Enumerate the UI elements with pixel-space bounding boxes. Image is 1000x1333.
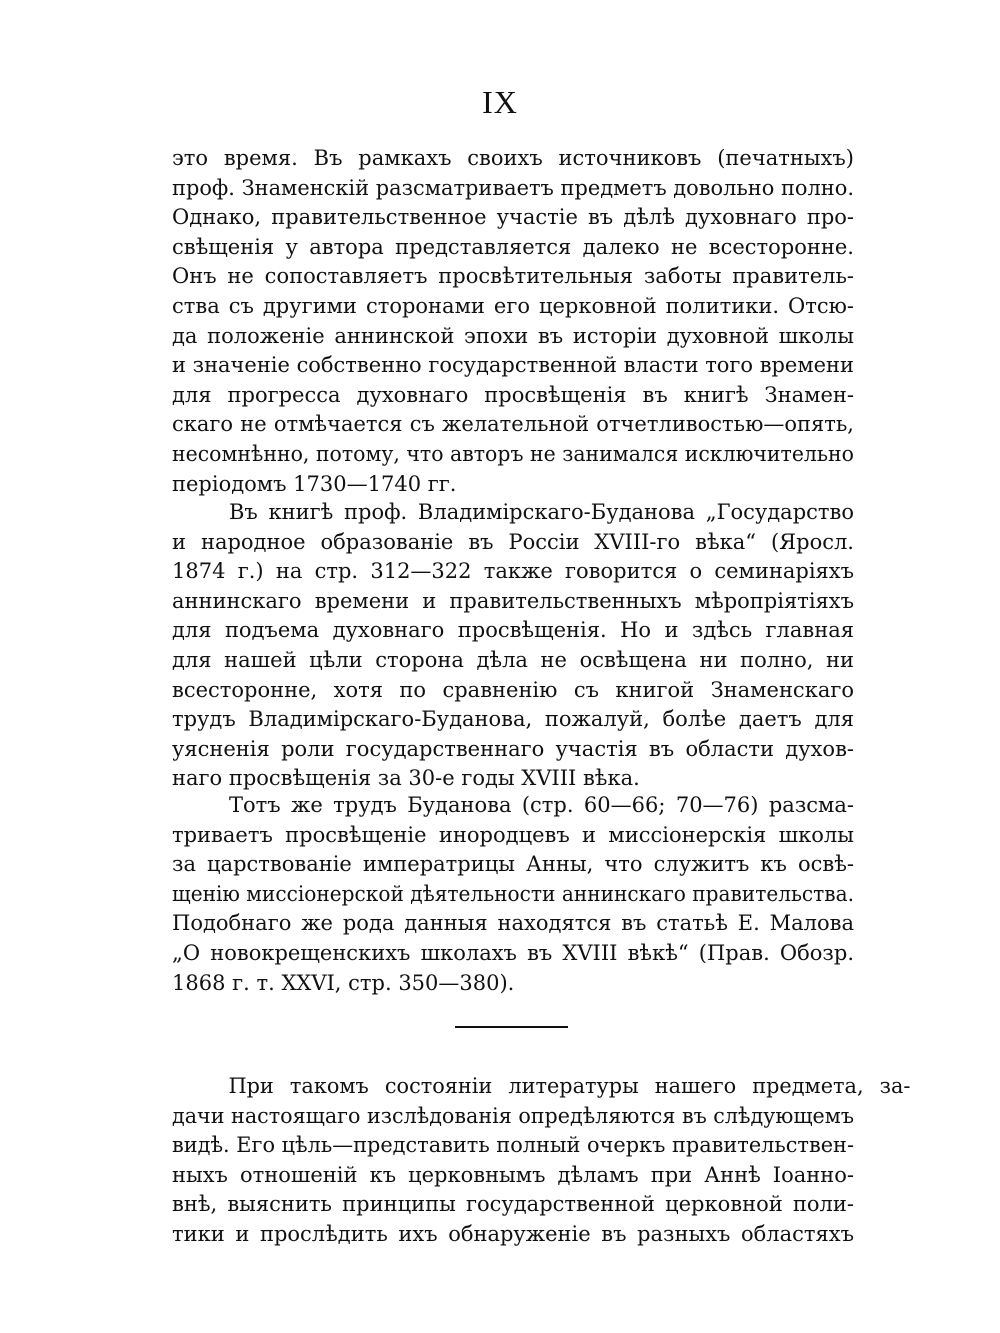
text-line: При такомъ состояніи литературы нашего предмета, за-	[228, 1074, 911, 1098]
text-line: и народное образованіе въ Россіи XVIII-го вѣка“ (Яросл.	[172, 529, 854, 554]
text-line: и значеніе собственно государственной власти того времени	[172, 353, 854, 378]
text-line: 1868 г. т. XXVI, стр. 350—380).	[172, 970, 515, 995]
text-line: проф. Знаменскій разсматриваетъ предметъ довольно полно.	[172, 175, 854, 200]
text-line: несомнѣнно, потому, что авторъ не занимался исключительно	[172, 441, 854, 466]
text-line: для нашей цѣли сторона дѣла не освѣщена ни полно, ни	[172, 647, 854, 672]
section-divider	[455, 1026, 568, 1028]
text-line: періодомъ 1730—1740 гг.	[172, 471, 457, 496]
text-line: наго просвѣщенія за 30-е годы XVIII вѣка.	[172, 766, 640, 791]
text-line: дачи настоящаго изслѣдованія опредѣляются въ слѣдующемъ	[172, 1103, 854, 1128]
paragraph-4	[172, 1072, 911, 1250]
text-line: за царствованіе императрицы Анны, что служитъ къ освѣ-	[172, 852, 854, 877]
text-line: тики и прослѣдить ихъ обнаруженіе въ разныхъ областяхъ	[172, 1221, 854, 1246]
text-line: щенію миссіонерской дѣятельности аннинскаго правительства.	[172, 881, 854, 906]
text-line: для подъема духовнаго просвѣщенія. Но и здѣсь главная	[172, 618, 854, 643]
paragraph-2	[172, 498, 854, 794]
text-line: Однако, правительственное участіе въ дѣлѣ духовнаго про-	[172, 205, 854, 230]
text-line: триваетъ просвѣщеніе инородцевъ и миссіонерскія школы	[172, 822, 854, 847]
text-line: ныхъ отношеній къ церковнымъ дѣламъ при Аннѣ Іоанно-	[172, 1162, 854, 1187]
text-line: всесторонне, хотя по сравненію съ книгой Знаменскаго	[172, 677, 854, 702]
text-line: для прогресса духовнаго просвѣщенія въ книгѣ Знамен-	[172, 382, 854, 407]
paragraph-1	[172, 144, 854, 499]
text-line: внѣ, выяснить принципы государственной церковной поли-	[172, 1192, 854, 1217]
text-line: ства съ другими сторонами его церковной политики. Отсю-	[172, 293, 854, 318]
text-line: „О новокрещенскихъ школахъ въ XVIII вѣкѣ“ (Прав. Обозр.	[172, 940, 854, 965]
text-line: Въ книгѣ проф. Владимірскаго-Буданова „Государство	[229, 500, 854, 524]
text-line: видѣ. Его цѣль—представить полный очеркъ правительствен-	[172, 1133, 854, 1158]
page-number: IX	[482, 84, 518, 120]
text-line: Подобнаго же рода данныя находятся въ статьѣ Е. Малова	[172, 911, 854, 936]
text-line: это время. Въ рамкахъ своихъ источниковъ (печатныхъ)	[172, 146, 854, 170]
text-line: Тотъ же трудъ Буданова (стр. 60—66; 70—76) разсма-	[229, 793, 854, 817]
text-line: 1874 г.) на стр. 312—322 также говорится о семинаріяхъ	[172, 559, 854, 584]
text-line: да положеніе аннинской эпохи въ исторіи духовной школы	[172, 323, 854, 348]
text-line: уясненія роли государственнаго участія въ области духов-	[172, 736, 854, 761]
text-line: трудъ Владимірскаго-Буданова, пожалуй, болѣе даетъ для	[172, 707, 854, 732]
text-line: Онъ не сопоставляетъ просвѣтительныя заботы правитель-	[172, 264, 854, 289]
text-line: скаго не отмѣчается съ желательной отчетливостью—опять,	[172, 412, 854, 437]
text-line: аннинскаго времени и правительственныхъ мѣропріятіяхъ	[172, 588, 854, 613]
paragraph-3	[172, 791, 854, 998]
text-line: свѣщенія у автора представляется далеко не всесторонне.	[172, 234, 854, 259]
